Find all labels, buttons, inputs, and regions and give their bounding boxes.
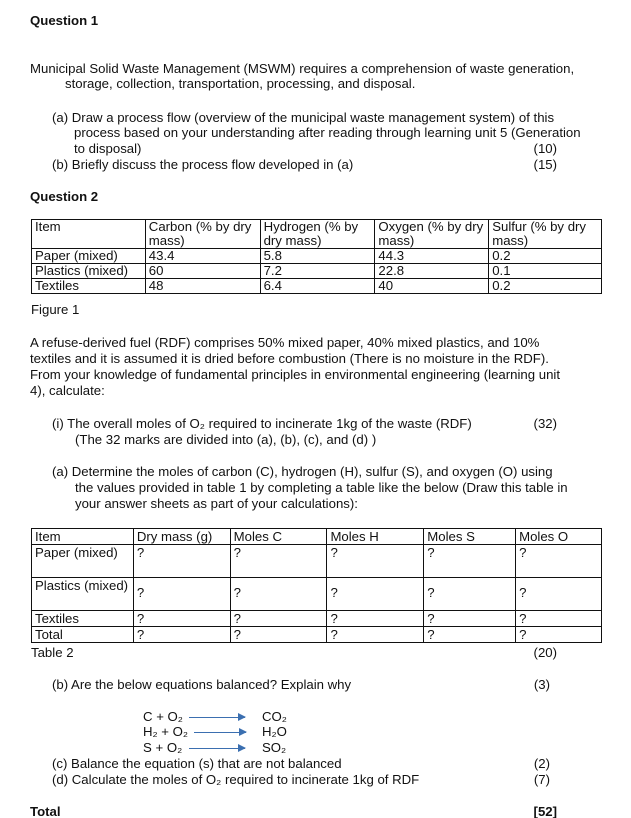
- table-header-cell: Dry mass (g): [133, 529, 230, 545]
- equation-2-arrow-icon: [194, 732, 246, 733]
- equation-3-right: SO₂: [262, 740, 287, 755]
- q2a-line-2: the values provided in table 1 by completing a table like the below (Draw this table in: [75, 480, 568, 495]
- table-2-mark: (20): [533, 645, 557, 660]
- table-header-cell: Item: [32, 220, 146, 249]
- table-row: [32, 611, 602, 627]
- table-cell: 0.2: [489, 279, 602, 294]
- question-1-heading: Question 1: [30, 13, 99, 28]
- table-cell: ?: [424, 545, 516, 578]
- table-row: [32, 279, 602, 294]
- composition-table: [31, 219, 602, 294]
- table-cell: Textiles: [32, 279, 146, 294]
- moles-table: [31, 528, 602, 643]
- table-cell: 6.4: [260, 279, 375, 294]
- q2-para-line-2: textiles and it is assumed it is dried before combustion (There is no moisture in the RDF).: [30, 351, 549, 366]
- q1a-line-2: process based on your understanding after reading through learning unit 5 (Generation: [74, 125, 581, 140]
- table-cell: ?: [424, 627, 516, 643]
- table-cell: ?: [516, 545, 602, 578]
- q2-para-line-1: A refuse-derived fuel (RDF) comprises 50% mixed paper, 40% mixed plastics, and 10%: [30, 335, 540, 350]
- table-cell: 22.8: [375, 264, 489, 279]
- q1a-line-3: to disposal): [74, 141, 142, 156]
- table-cell: ?: [327, 578, 424, 611]
- q2b-line: (b) Are the below equations balanced? Explain why: [52, 677, 352, 692]
- table-header-cell: Oxygen (% by dry mass): [375, 220, 489, 249]
- table-cell: 0.1: [489, 264, 602, 279]
- table-cell: ?: [424, 578, 516, 611]
- q1a-line-1: (a) Draw a process flow (overview of the municipal waste management system) of this: [52, 110, 555, 125]
- table-header-cell: Moles H: [327, 529, 424, 545]
- q1-intro-line-2: storage, collection, transportation, processing, and disposal.: [65, 76, 416, 91]
- q1-intro-line-1: Municipal Solid Waste Management (MSWM) requires a comprehension of waste generation,: [30, 61, 575, 76]
- equation-3-left: S + O₂: [143, 740, 183, 755]
- q2-i-mark: (32): [533, 416, 557, 431]
- q2d-mark: (7): [533, 772, 550, 787]
- table-cell: Paper (mixed): [32, 249, 146, 264]
- q2c-line: (c) Balance the equation (s) that are not balanced: [52, 756, 342, 771]
- question-2-heading: Question 2: [30, 189, 99, 204]
- table-cell: 44.3: [375, 249, 489, 264]
- q2-i-line-2: (The 32 marks are divided into (a), (b), (c), and (d) ): [75, 432, 377, 447]
- table-cell: ?: [230, 627, 327, 643]
- equation-3-arrow-icon: [189, 748, 245, 749]
- table-header-cell: Moles S: [424, 529, 516, 545]
- equation-1-arrow-icon: [189, 717, 245, 718]
- table-2-caption: Table 2: [31, 645, 74, 660]
- q2-para-line-4: 4), calculate:: [30, 383, 105, 398]
- q2d-line: (d) Calculate the moles of O₂ required to incinerate 1kg of RDF: [52, 772, 420, 787]
- table-cell: ?: [516, 627, 602, 643]
- table-cell: Plastics (mixed): [32, 578, 134, 611]
- table-header-cell: Sulfur (% by dry mass): [489, 220, 602, 249]
- table-row: [32, 545, 602, 578]
- table-header-row: [32, 220, 602, 249]
- table-cell: 40: [375, 279, 489, 294]
- q2b-mark: (3): [533, 677, 550, 692]
- equation-1-right: CO₂: [262, 709, 287, 724]
- table-cell: ?: [133, 627, 230, 643]
- table-header-cell: Moles C: [230, 529, 327, 545]
- table-header-cell: Moles O: [516, 529, 602, 545]
- table-cell: ?: [327, 627, 424, 643]
- equation-2-left: H₂ + O₂: [143, 724, 189, 739]
- table-cell: ?: [327, 545, 424, 578]
- q1b-line: (b) Briefly discuss the process flow developed in (a): [52, 157, 354, 172]
- table-cell: ?: [230, 578, 327, 611]
- table-cell: 43.4: [145, 249, 260, 264]
- table-row: [32, 264, 602, 279]
- q2c-mark: (2): [533, 756, 550, 771]
- equation-1-left: C + O₂: [143, 709, 183, 724]
- table-cell: Paper (mixed): [32, 545, 134, 578]
- table-header-row: [32, 529, 602, 545]
- table-cell: ?: [424, 611, 516, 627]
- equation-2-right: H₂O: [262, 724, 287, 739]
- total-label: Total: [30, 804, 61, 818]
- table-cell: ?: [230, 545, 327, 578]
- total-mark: [52]: [533, 804, 557, 818]
- table-cell: Textiles: [32, 611, 134, 627]
- table-cell: ?: [516, 578, 602, 611]
- q2a-line-3: your answer sheets as part of your calculations):: [75, 496, 358, 511]
- table-cell: 5.8: [260, 249, 375, 264]
- table-row: [32, 627, 602, 643]
- table-cell: ?: [133, 611, 230, 627]
- table-row: [32, 578, 602, 611]
- table-cell: Total: [32, 627, 134, 643]
- figure-1-caption: Figure 1: [31, 302, 80, 317]
- table-cell: 60: [145, 264, 260, 279]
- table-cell: ?: [327, 611, 424, 627]
- table-cell: ?: [133, 545, 230, 578]
- table-header-cell: Item: [32, 529, 134, 545]
- table-row: [32, 249, 602, 264]
- table-cell: Plastics (mixed): [32, 264, 146, 279]
- q2a-line-1: (a) Determine the moles of carbon (C), hydrogen (H), sulfur (S), and oxygen (O) using: [52, 464, 553, 479]
- table-header-cell: Hydrogen (% by dry mass): [260, 220, 375, 249]
- q1a-mark: (10): [533, 141, 557, 156]
- q2-para-line-3: From your knowledge of fundamental principles in environmental engineering (learning unit: [30, 367, 560, 382]
- table-header-cell: Carbon (% by dry mass): [145, 220, 260, 249]
- table-cell: 0.2: [489, 249, 602, 264]
- table-cell: ?: [230, 611, 327, 627]
- table-cell: ?: [516, 611, 602, 627]
- table-cell: ?: [133, 578, 230, 611]
- q2-i-line-1: (i) The overall moles of O₂ required to incinerate 1kg of the waste (RDF): [52, 416, 472, 431]
- table-cell: 7.2: [260, 264, 375, 279]
- table-cell: 48: [145, 279, 260, 294]
- q1b-mark: (15): [533, 157, 557, 172]
